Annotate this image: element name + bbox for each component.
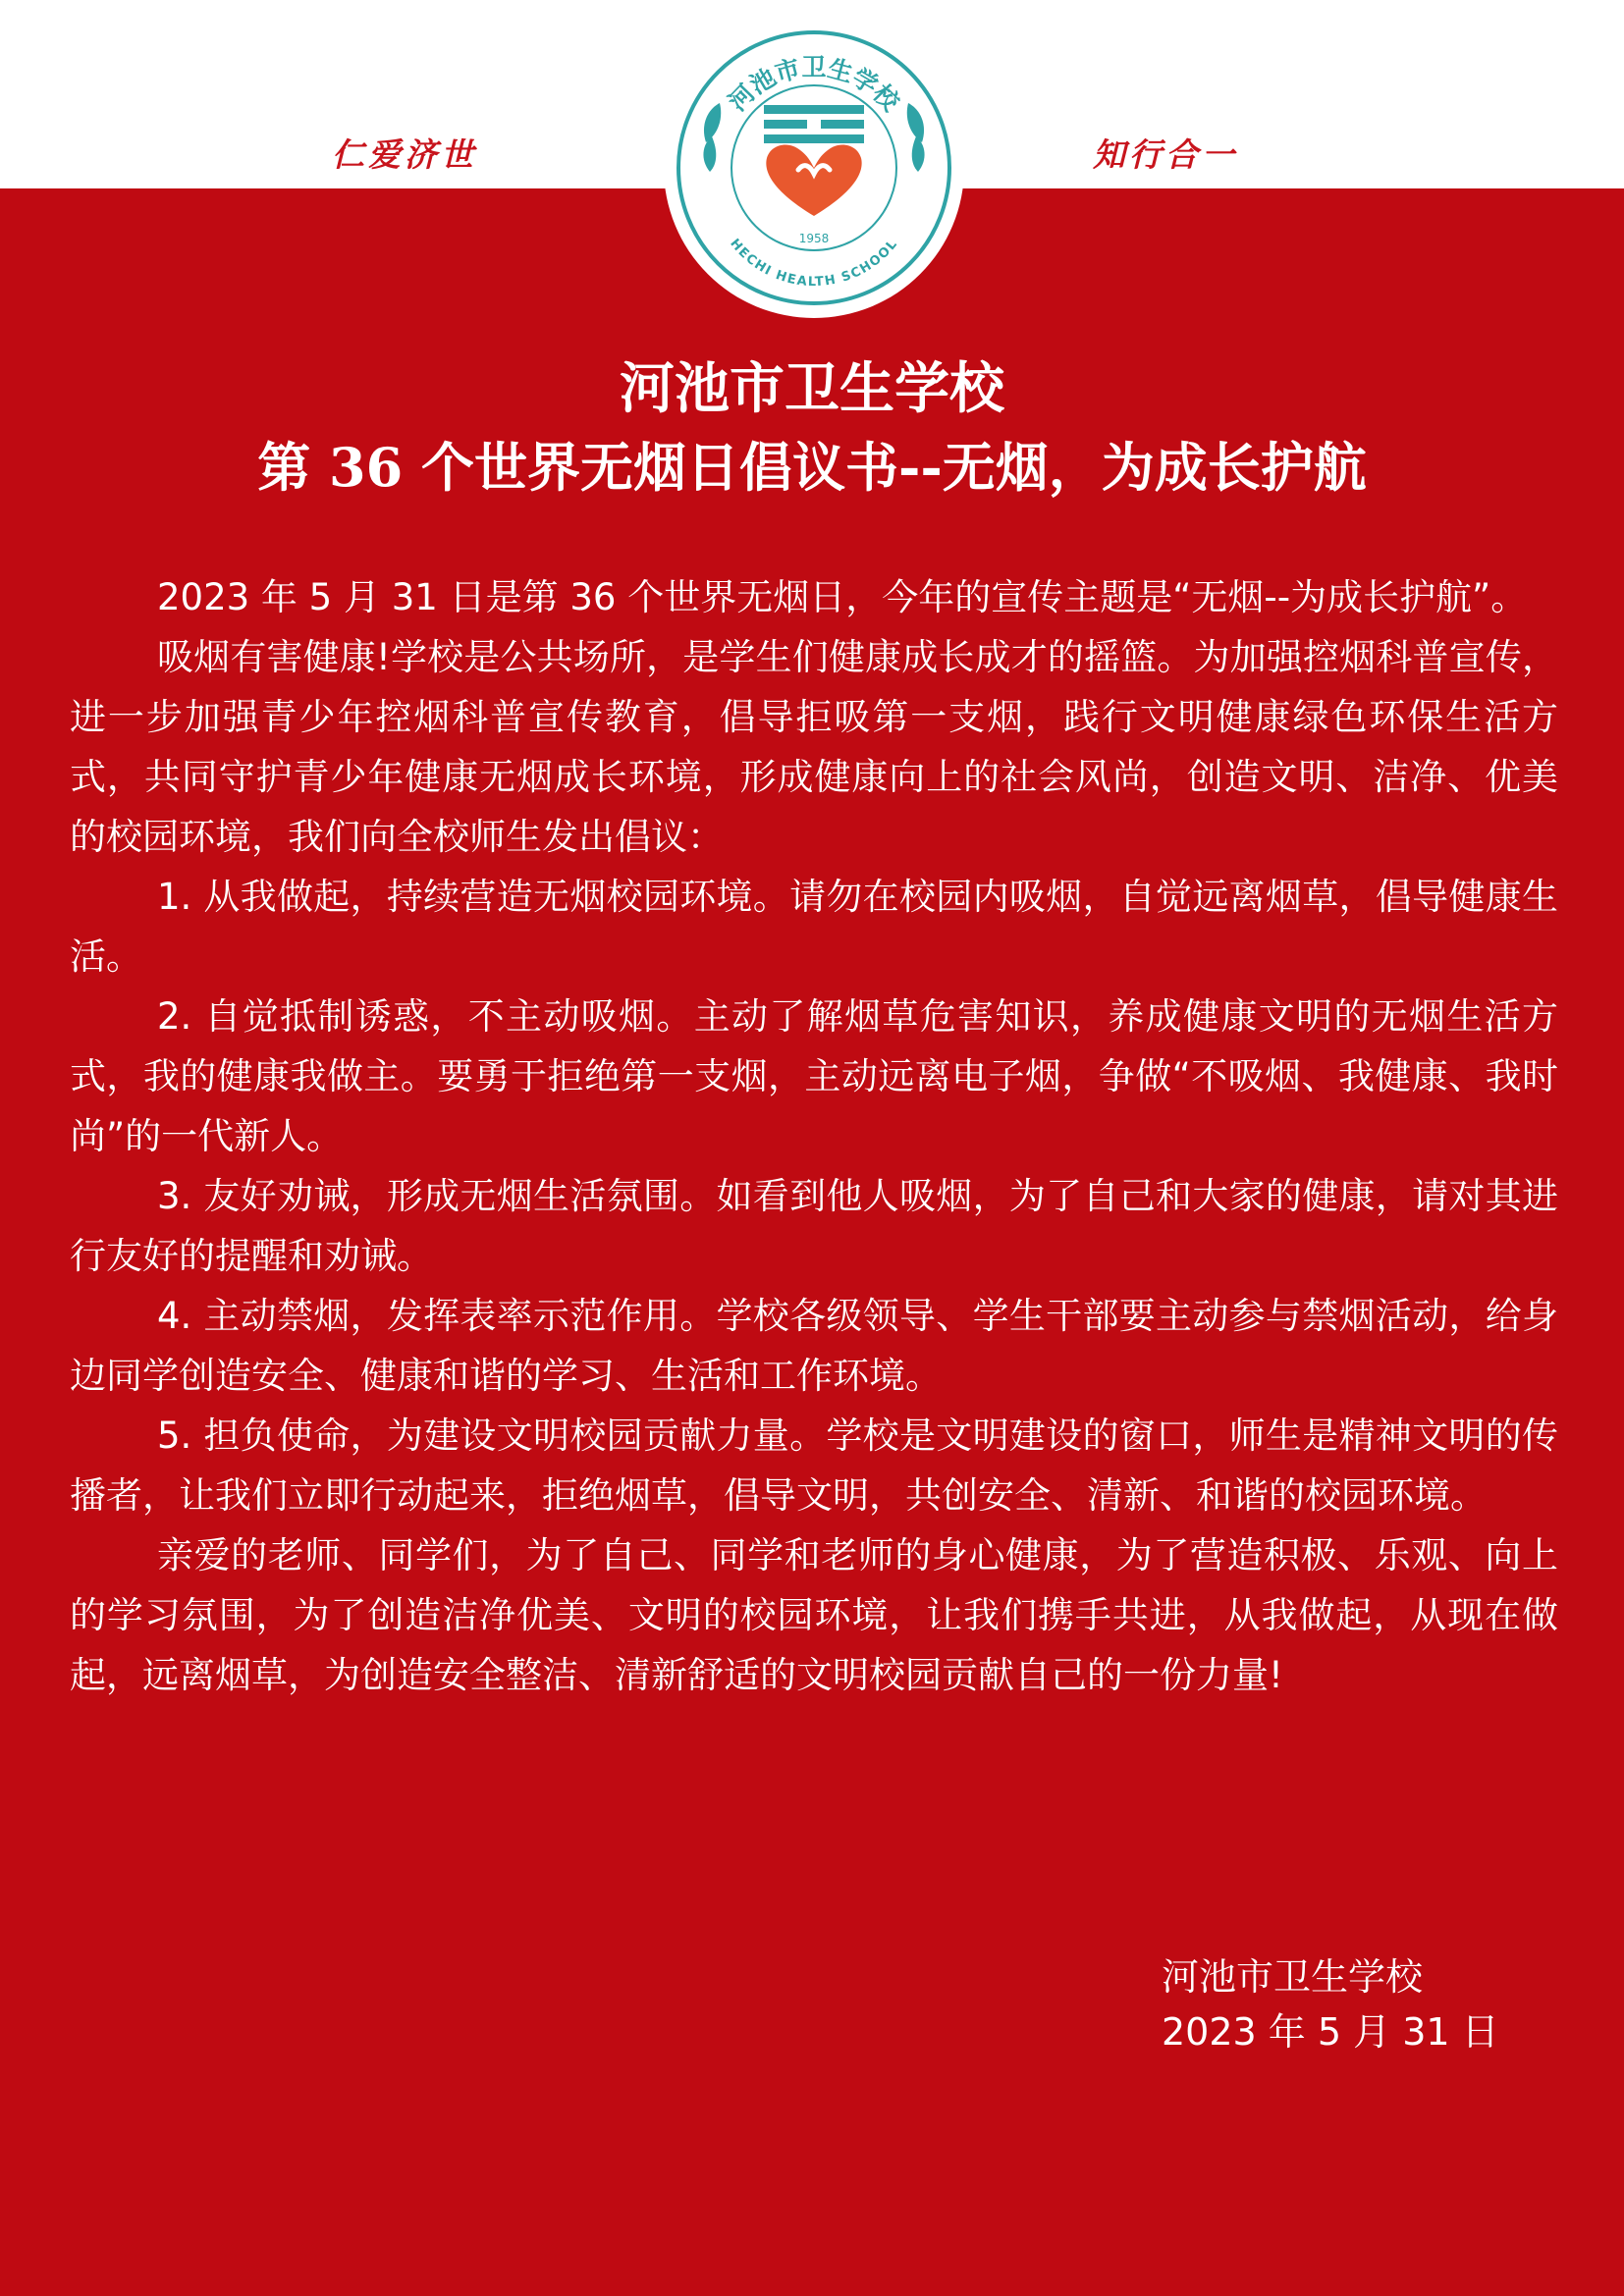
paragraph-call: 吸烟有害健康!学校是公共场所，是学生们健康成长成才的摇篮。为加强控烟科普宣传，进一步加强青少年控烟科普宣传教育，倡导拒吸第一支烟，践行文明健康绿色环保生活方式，共同守护青少年健康无烟成长环境，形成健康向上的社会风尚，创造文明、洁净、优美的校园环境，我们向全校师生发出倡议： bbox=[70, 636, 1558, 858]
logo-name-en: HECHI HEALTH SCHOOL bbox=[727, 236, 901, 291]
proposal-item-4: 4. 主动禁烟，发挥表率示范作用。学校各级领导、学生干部要主动参与禁烟活动，给身边同学创造安全、健康和谐的学习、生活和工作环境。 bbox=[70, 1295, 1558, 1397]
signature-date: 2023 年 5 月 31 日 bbox=[1162, 2010, 1499, 2054]
proposal-item-2: 2. 自觉抵制诱惑，不主动吸烟。主动了解烟草危害知识，养成健康文明的无烟生活方式，我的健康我做主。要勇于拒绝第一支烟，主动远离电子烟，争做“不吸烟、我健康、我时尚”的一代新人。 bbox=[70, 995, 1558, 1157]
motto-right: 知行合一 bbox=[1093, 135, 1238, 174]
proposal-item-5: 5. 担负使命，为建设文明校园贡献力量。学校是文明建设的窗口，师生是精神文明的传播者，让我们立即行动起来，拒绝烟草，倡导文明，共创安全、清新、和谐的校园环境。 bbox=[70, 1415, 1558, 1517]
signature-org: 河池市卫生学校 bbox=[1162, 1955, 1424, 1999]
title-proposal-heading: 第 36 个世界无烟日倡议书--无烟，为成长护航 bbox=[257, 436, 1367, 499]
proposal-item-1: 1. 从我做起，持续营造无烟校园环境。请勿在校园内吸烟，自觉远离烟草，倡导健康生活。 bbox=[70, 876, 1558, 978]
paragraph-closing: 亲爱的老师、同学们，为了自己、同学和老师的身心健康，为了营造积极、乐观、向上的学习氛围，为了创造洁净优美、文明的校园环境，让我们携手共进，从我做起，从现在做起，远离烟草，为创造安全整洁、清新舒适的文明校园贡献自己的一份力量! bbox=[70, 1534, 1558, 1696]
signature-block bbox=[1162, 1949, 1499, 2059]
motto-left: 仁爱济世 bbox=[332, 135, 477, 174]
logo-year: 1958 bbox=[798, 232, 830, 245]
title-school-name: 河池市卫生学校 bbox=[620, 356, 1004, 421]
proposal-item-3: 3. 友好劝诫，形成无烟生活氛围。如看到他人吸烟，为了自己和大家的健康，请对其进行友好的提醒和劝诫。 bbox=[70, 1175, 1558, 1277]
document-title bbox=[0, 351, 1624, 508]
school-logo-emblem bbox=[661, 15, 967, 321]
paragraph-intro: 2023 年 5 月 31 日是第 36 个世界无烟日，今年的宣传主题是“无烟--为成长护航”。 bbox=[157, 576, 1528, 618]
logo-name-cn: 河池市卫生学校 bbox=[723, 53, 905, 117]
proposal-body bbox=[70, 567, 1558, 1705]
